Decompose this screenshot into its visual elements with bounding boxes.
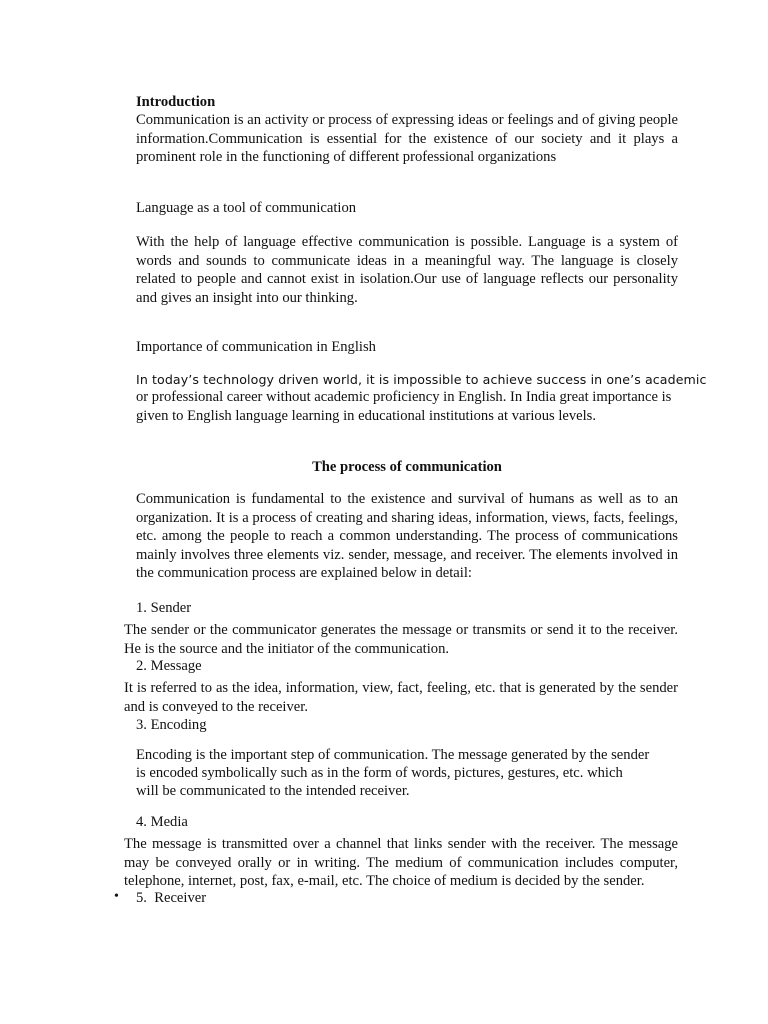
element-receiver-label: 5. Receiver	[136, 890, 207, 906]
introduction-heading: Introduction	[136, 94, 216, 110]
element-encoding-text-line1: Encoding is the important step of communication. The message generated by the sender	[136, 747, 650, 763]
process-paragraph: Communication is fundamental to the existence and survival of humans as well as to an organization. It is a process of creating and sharing ideas, information, views, facts, feelings, etc. among the people to reach a common understanding. The process of communications mainly involves three elements viz. sender, message, and receiver. The elements involved in the communication process are explained below in detail:	[136, 491, 678, 581]
introduction-paragraph: Communication is an activity or process of expressing ideas or feelings and of giving people information.Communication is essential for the existence of our society and it plays a prominent role in the functioning of different professional organizations	[136, 112, 678, 165]
element-encoding-text-line2: is encoded symbolically such as in the form of words, pictures, gestures, etc. which	[136, 765, 623, 781]
element-encoding-label: 3. Encoding	[136, 717, 207, 733]
bullet-icon: •	[114, 889, 119, 904]
language-heading: Language as a tool of communication	[136, 200, 357, 216]
element-sender-label: 1. Sender	[136, 600, 192, 616]
element-encoding-text-line3: will be communicated to the intended receiver.	[136, 783, 410, 799]
importance-first-line: In today’s technology driven world, it is impossible to achieve success in one’s academic	[136, 372, 707, 387]
process-heading: The process of communication	[312, 459, 502, 475]
language-paragraph: With the help of language effective communication is possible. Language is a system of words and sounds to communicate ideas in a meaningful way. The language is closely related to people and cannot exist in isolation.Our use of language reflects our personality and gives an insight into our thinking.	[136, 234, 678, 306]
element-message-text: It is referred to as the idea, information, view, fact, feeling, etc. that is generated by the sender and is conveyed to the receiver.	[124, 680, 678, 715]
importance-paragraph: or professional career without academic proficiency in English. In India great importance is given to English language learning in educational institutions at various levels.	[136, 389, 672, 424]
element-sender-text: The sender or the communicator generates the message or transmits or send it to the receiver. He is the source and the initiator of the communication.	[124, 622, 678, 657]
importance-heading: Importance of communication in English	[136, 339, 376, 355]
element-media-text: The message is transmitted over a channel that links sender with the receiver. The message may be conveyed orally or in writing. The medium of communication includes computer, telephone, internet, post, fax, e-mail, etc. The choice of medium is decided by the sender.	[124, 836, 678, 889]
element-message-label: 2. Message	[136, 658, 202, 674]
element-media-label: 4. Media	[136, 814, 188, 830]
